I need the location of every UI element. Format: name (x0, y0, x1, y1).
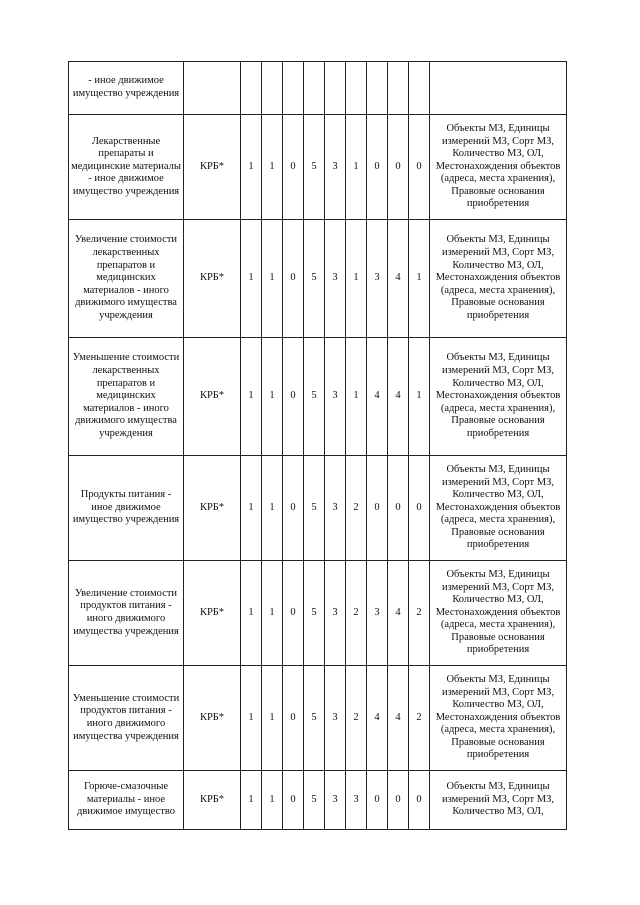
digit-cell: 1 (409, 220, 430, 338)
digit-cell: 1 (409, 338, 430, 456)
code-cell (184, 62, 241, 115)
digit-cell: 0 (283, 666, 304, 771)
digit-cell: 1 (241, 115, 262, 220)
attributes-cell: Объекты МЗ, Единицы измерений МЗ, Сорт МЗ, Количество МЗ, ОЛ, Местонахождения объектов (адреса, места хранения), Правовые основания приобретения (430, 338, 567, 456)
digit-cell (325, 62, 346, 115)
digit-cell: 1 (346, 220, 367, 338)
table-row (69, 115, 567, 220)
digit-cell (388, 62, 409, 115)
digit-cell: 2 (346, 666, 367, 771)
digit-cell: 5 (304, 666, 325, 771)
digit-cell: 1 (346, 338, 367, 456)
digit-cell: 2 (346, 456, 367, 561)
attributes-cell (430, 62, 567, 115)
digit-cell: 0 (283, 456, 304, 561)
digit-cell: 0 (283, 771, 304, 830)
code-cell: КРБ* (184, 456, 241, 561)
digit-cell: 2 (346, 561, 367, 666)
digit-cell (409, 62, 430, 115)
code-cell: КРБ* (184, 771, 241, 830)
digit-cell: 1 (241, 561, 262, 666)
digit-cell: 1 (241, 338, 262, 456)
digit-cell: 0 (283, 338, 304, 456)
digit-cell: 3 (346, 771, 367, 830)
digit-cell: 4 (367, 338, 388, 456)
code-cell: КРБ* (184, 666, 241, 771)
attributes-cell: Объекты МЗ, Единицы измерений МЗ, Сорт МЗ, Количество МЗ, ОЛ, Местонахождения объектов (адреса, места хранения), Правовые основания приобретения (430, 561, 567, 666)
account-name-cell: Уменьшение стоимости продуктов питания - иного движимого имущества учреждения (69, 666, 184, 771)
digit-cell: 1 (262, 220, 283, 338)
digit-cell: 2 (409, 561, 430, 666)
table-row (69, 220, 567, 338)
digit-cell (262, 62, 283, 115)
digit-cell: 0 (388, 115, 409, 220)
digit-cell: 3 (325, 771, 346, 830)
code-cell: КРБ* (184, 220, 241, 338)
digit-cell: 4 (388, 666, 409, 771)
account-name-cell: - иное движимое имущество учреждения (69, 62, 184, 115)
digit-cell: 2 (409, 666, 430, 771)
digit-cell: 1 (346, 115, 367, 220)
digit-cell: 1 (262, 771, 283, 830)
digit-cell: 1 (241, 771, 262, 830)
digit-cell: 1 (262, 115, 283, 220)
digit-cell: 4 (367, 666, 388, 771)
digit-cell (346, 62, 367, 115)
digit-cell: 0 (283, 561, 304, 666)
digit-cell: 1 (262, 338, 283, 456)
attributes-cell: Объекты МЗ, Единицы измерений МЗ, Сорт МЗ, Количество МЗ, ОЛ, Местонахождения объектов (адреса, места хранения), Правовые основания приобретения (430, 666, 567, 771)
code-cell: КРБ* (184, 115, 241, 220)
digit-cell: 0 (367, 771, 388, 830)
digit-cell: 5 (304, 115, 325, 220)
digit-cell: 4 (388, 338, 409, 456)
digit-cell: 0 (283, 115, 304, 220)
digit-cell: 3 (325, 456, 346, 561)
account-table (68, 61, 567, 830)
digit-cell (241, 62, 262, 115)
digit-cell: 3 (325, 220, 346, 338)
digit-cell: 3 (325, 115, 346, 220)
digit-cell: 0 (409, 115, 430, 220)
table-row (69, 561, 567, 666)
attributes-cell: Объекты МЗ, Единицы измерений МЗ, Сорт МЗ, Количество МЗ, ОЛ, Местонахождения объектов (адреса, места хранения), Правовые основания приобретения (430, 220, 567, 338)
digit-cell: 5 (304, 456, 325, 561)
code-cell: КРБ* (184, 561, 241, 666)
table-row (69, 338, 567, 456)
digit-cell (283, 62, 304, 115)
digit-cell: 0 (388, 771, 409, 830)
digit-cell: 3 (325, 338, 346, 456)
digit-cell: 1 (241, 666, 262, 771)
digit-cell: 3 (325, 666, 346, 771)
table-row (69, 771, 567, 830)
digit-cell: 1 (262, 666, 283, 771)
digit-cell: 5 (304, 771, 325, 830)
digit-cell (367, 62, 388, 115)
account-name-cell: Лекарственные препараты и медицинские материалы - иное движимое имущество учреждения (69, 115, 184, 220)
account-name-cell: Увеличение стоимости продуктов питания - иного движимого имущества учреждения (69, 561, 184, 666)
account-name-cell: Уменьшение стоимости лекарственных препаратов и медицинских материалов - иного движимого имущества учреждения (69, 338, 184, 456)
digit-cell: 5 (304, 561, 325, 666)
attributes-cell: Объекты МЗ, Единицы измерений МЗ, Сорт МЗ, Количество МЗ, ОЛ, Местонахождения объектов (адреса, места хранения), Правовые основания приобретения (430, 456, 567, 561)
digit-cell: 1 (241, 220, 262, 338)
digit-cell: 4 (388, 561, 409, 666)
table-row (69, 666, 567, 771)
digit-cell: 0 (367, 456, 388, 561)
digit-cell: 3 (325, 561, 346, 666)
code-cell: КРБ* (184, 338, 241, 456)
table-row (69, 456, 567, 561)
digit-cell: 5 (304, 338, 325, 456)
account-name-cell: Горюче-смазочные материалы - иное движимое имущество (69, 771, 184, 830)
digit-cell: 1 (241, 456, 262, 561)
digit-cell: 3 (367, 220, 388, 338)
digit-cell: 0 (409, 456, 430, 561)
digit-cell: 0 (367, 115, 388, 220)
attributes-cell: Объекты МЗ, Единицы измерений МЗ, Сорт МЗ, Количество МЗ, ОЛ, Местонахождения объектов (адреса, места хранения), Правовые основания приобретения (430, 115, 567, 220)
digit-cell: 3 (367, 561, 388, 666)
digit-cell: 0 (283, 220, 304, 338)
digit-cell: 0 (388, 456, 409, 561)
account-name-cell: Увеличение стоимости лекарственных препаратов и медицинских материалов - иного движимого имущества учреждения (69, 220, 184, 338)
digit-cell: 5 (304, 220, 325, 338)
account-table-body (69, 62, 567, 830)
digit-cell (304, 62, 325, 115)
account-name-cell: Продукты питания - иное движимое имущество учреждения (69, 456, 184, 561)
table-row (69, 62, 567, 115)
digit-cell: 0 (409, 771, 430, 830)
digit-cell: 4 (388, 220, 409, 338)
digit-cell: 1 (262, 561, 283, 666)
attributes-cell: Объекты МЗ, Единицы измерений МЗ, Сорт МЗ, Количество МЗ, ОЛ, (430, 771, 567, 830)
digit-cell: 1 (262, 456, 283, 561)
